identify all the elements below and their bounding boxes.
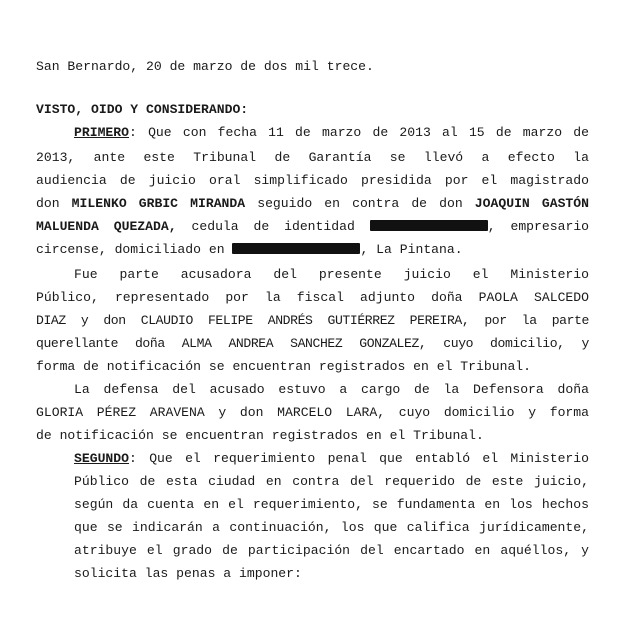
- section-heading: VISTO, OIDO Y CONSIDERANDO:: [36, 102, 249, 117]
- primero-line-5: MALUENDA QUEZADA, cedula de identidad , empresario: [36, 219, 589, 234]
- segundo-line-4: que se indicarán a continuación, los que califica jurídicamente,: [74, 520, 589, 535]
- dateline: San Bernardo, 20 de marzo de dos mil trece.: [36, 59, 374, 74]
- primero-line-4: don MILENKO GRBIC MIRANDA seguido en contra de don JOAQUIN GASTÓN: [36, 196, 589, 211]
- p2-line-2: Público, representado por la fiscal adjunto doña PAOLA SALCEDO: [36, 290, 589, 305]
- p2-line-5: forma de notificación se encuentran registrados en el Tribunal.: [36, 359, 532, 374]
- segundo-line-1: SEGUNDO: Que el requerimiento penal que entabló el Ministerio: [74, 451, 589, 466]
- defendant-name-part2: MALUENDA QUEZADA,: [36, 219, 177, 234]
- p3-line-2: GLORIA PÉREZ ARAVENA y don MARCELO LARA, cuyo domicilio y forma: [36, 405, 589, 420]
- p3-line-3: de notificación se encuentran registrados en el Tribunal.: [36, 428, 484, 443]
- primero-line-3: audiencia de juicio oral simplificado presidida por el magistrado: [36, 173, 589, 188]
- primero-label: PRIMERO: [74, 125, 130, 140]
- segundo-line-3: según da cuenta en el requerimiento, se fundamenta en los hechos: [74, 497, 589, 512]
- redacted-address: [232, 243, 360, 254]
- primero-line-1: PRIMERO: Que con fecha 11 de marzo de 2013 al 15 de marzo de: [74, 125, 589, 140]
- segundo-line-5: atribuye el grado de participación del encartado en aquéllos, y: [74, 543, 589, 558]
- primero-line-6: circense, domiciliado en , La Pintana.: [36, 242, 463, 257]
- judge-name: MILENKO GRBIC MIRANDA: [71, 196, 246, 211]
- p2-line-1: Fue parte acusadora del presente juicio el Ministerio: [74, 267, 589, 282]
- primero-line-2: 2013, ante este Tribunal de Garantía se llevó a efecto la: [36, 150, 589, 165]
- segundo-line-6: solicita las penas a imponer:: [74, 566, 302, 581]
- segundo-line-2: Público de esta ciudad en contra del requerido de este juicio,: [74, 474, 589, 489]
- segundo-label: SEGUNDO: [74, 451, 130, 466]
- p2-line-3: DIAZ y don CLAUDIO FELIPE ANDRÉS GUTIÉRREZ PEREIRA, por la parte: [36, 313, 589, 328]
- p2-line-4: querellante doña ALMA ANDREA SANCHEZ GONZALEZ, cuyo domicilio, y: [36, 336, 589, 351]
- p3-line-1: La defensa del acusado estuvo a cargo de la Defensora doña: [74, 382, 589, 397]
- redacted-id-number: [370, 220, 488, 231]
- defendant-name-part1: JOAQUIN GASTÓN: [474, 196, 589, 211]
